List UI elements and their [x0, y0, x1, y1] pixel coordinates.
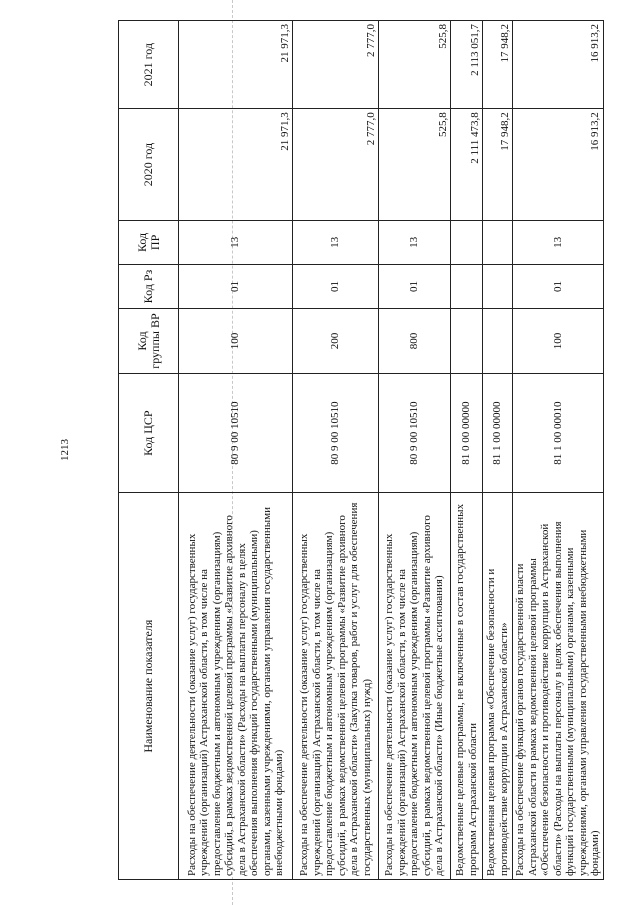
row-vr: 200 [293, 309, 379, 374]
row-2021: 16 913,2 [513, 21, 604, 109]
row-2020: 2 111 473,8 [451, 109, 483, 221]
row-pr: 13 [379, 220, 451, 264]
table-row [179, 21, 293, 880]
row-vr: 100 [513, 309, 604, 374]
rotated-table-wrapper [118, 20, 601, 880]
row-name: Расходы на обеспечение деятельности (оказание услуг) государственных учреждений (организаций) Астраханской области, в том числе на предоставление бюджетным и автономным учреждениям (организациям) субсидий, в рамках ведомственной целевой программы «Развитие архивного дела в Астраханской области» (Расходы на выплаты персоналу в целях обеспечения выполнения функций государственными (муниципальными) органами, казенными учреждениями, органами управления государственными внебюджетными фондами) [179, 493, 293, 880]
row-pr: 13 [179, 220, 293, 264]
row-vr: 800 [379, 309, 451, 374]
row-pr: 13 [293, 220, 379, 264]
table-row [451, 21, 483, 880]
table-row [483, 21, 513, 880]
row-2021: 2 777,0 [293, 21, 379, 109]
header-2020: 2020 год [119, 109, 179, 221]
row-csr: 81 1 00 00000 [483, 373, 513, 492]
row-2021: 17 948,2 [483, 21, 513, 109]
page-number: 1213 [59, 439, 71, 461]
row-csr: 80 9 00 10510 [293, 373, 379, 492]
row-name: Расходы на обеспечение деятельности (оказание услуг) государственных учреждений (организаций) Астраханской области, в том числе на предоставление бюджетным и автономным учреждениям (организациям) субсидий, в рамках ведомственной целевой программы «Развитие архивного дела в Астраханской области» (Иные бюджетные ассигнования) [379, 493, 451, 880]
header-name: Наименование показателя [119, 493, 179, 880]
row-rz: 01 [293, 264, 379, 308]
row-2020: 16 913,2 [513, 109, 604, 221]
row-vr: 100 [179, 309, 293, 374]
header-pr: Код ПР [119, 220, 179, 264]
row-2021: 2 113 051,7 [451, 21, 483, 109]
budget-table [118, 20, 604, 880]
row-name: Расходы на обеспечение функций органов государственной власти Астраханской области в рамках ведомственной целевой программы «Обеспечение безопасности и противодействие коррупции в Астраханской области» (Расходы на выплаты персоналу в целях обеспечения выполнения функций государственными (муниципальными) органами, казенными учреждениями, органами управления государственными внебюджетными фондами) [513, 493, 604, 880]
row-rz [451, 264, 483, 308]
table-row [293, 21, 379, 880]
row-name: Расходы на обеспечение деятельности (оказание услуг) государственных учреждений (организаций) Астраханской области, в том числе на предоставление бюджетным и автономным учреждениям (организациям) субсидий, в рамках ведомственной целевой программы «Развитие архивного дела в Астраханской области» (Закупка товаров, работ и услуг для обеспечения государственных (муниципальных) нужд) [293, 493, 379, 880]
row-2021: 21 971,3 [179, 21, 293, 109]
row-rz: 01 [379, 264, 451, 308]
header-rz: Код Рз [119, 264, 179, 308]
row-name: Ведомственные целевые программы, не включенные в состав государственных программ Астраханской области [451, 493, 483, 880]
row-csr: 80 9 00 10510 [179, 373, 293, 492]
table-header-row [119, 21, 179, 880]
row-vr [451, 309, 483, 374]
row-rz: 01 [179, 264, 293, 308]
row-2021: 525,8 [379, 21, 451, 109]
row-2020: 21 971,3 [179, 109, 293, 221]
row-csr: 81 0 00 00000 [451, 373, 483, 492]
table-row [513, 21, 604, 880]
row-2020: 17 948,2 [483, 109, 513, 221]
table-row [379, 21, 451, 880]
row-csr: 81 1 00 00010 [513, 373, 604, 492]
header-csr: Код ЦСР [119, 373, 179, 492]
header-vr: Код группы ВР [119, 309, 179, 374]
row-pr [483, 220, 513, 264]
row-csr: 80 9 00 10510 [379, 373, 451, 492]
header-2021: 2021 год [119, 21, 179, 109]
row-rz: 01 [513, 264, 604, 308]
row-vr [483, 309, 513, 374]
row-2020: 2 777,0 [293, 109, 379, 221]
row-name: Ведомственная целевая программа «Обеспечение безопасности и противодействие коррупции в Астраханской области» [483, 493, 513, 880]
row-pr: 13 [513, 220, 604, 264]
row-pr [451, 220, 483, 264]
row-rz [483, 264, 513, 308]
row-2020: 525,8 [379, 109, 451, 221]
document-page [118, 0, 601, 905]
